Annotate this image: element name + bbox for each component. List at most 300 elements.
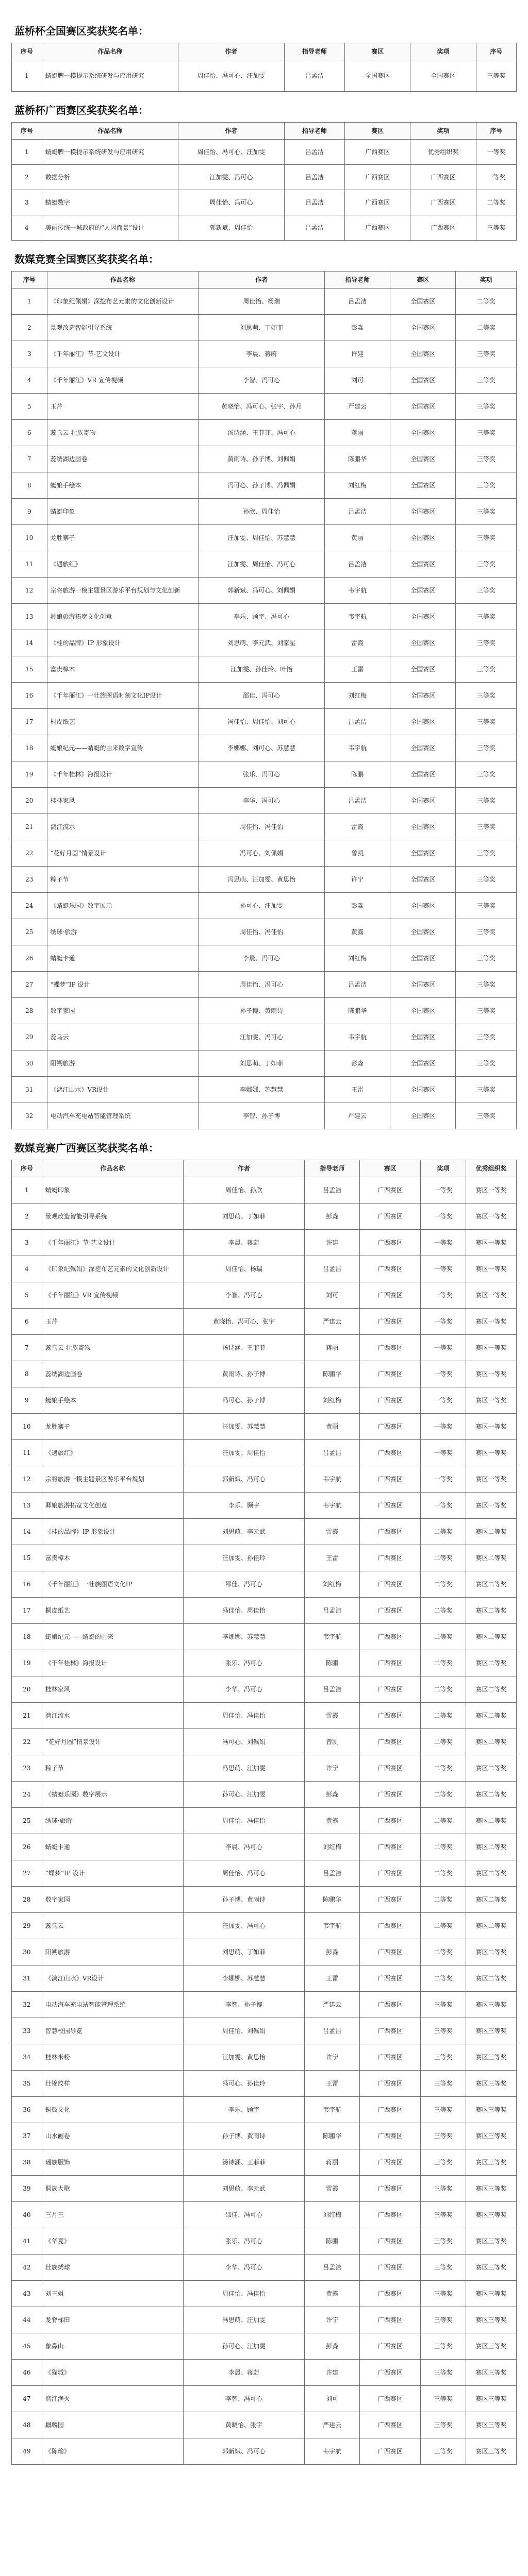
table-cell: 广西赛区 (360, 1414, 420, 1440)
table-cell: 全国赛区 (390, 867, 456, 893)
table-cell: 冯思萌、汪加雯、黄思怡 (199, 867, 325, 893)
table-cell: 汪加雯、孙佳玲 (183, 1545, 304, 1571)
table-cell: 《华夏》 (42, 2228, 183, 2255)
table-cell: 48 (12, 2412, 42, 2438)
table-cell: 24 (12, 893, 47, 919)
table-row (12, 788, 517, 814)
table-cell: 李乐、顾宇、冯可心 (199, 604, 325, 630)
table-cell: 《千年丽江》一壮族图语时刻文化IP设计 (47, 683, 199, 709)
table-cell: 彭淼 (324, 1050, 390, 1077)
table-cell: 漓江渔火 (42, 2386, 183, 2412)
table-cell: 4 (12, 367, 47, 394)
table-cell: 王雷 (304, 2071, 360, 2097)
table-cell: 12 (12, 578, 47, 604)
table-cell: 赛区三等奖 (466, 2071, 517, 2097)
table-cell: 16 (12, 1571, 42, 1598)
table-cell: 刘思萌、李元武、刘家星 (199, 630, 325, 656)
table-cell: 吕孟洁 (304, 1860, 360, 1887)
table-row (12, 2307, 517, 2333)
table-row (12, 893, 517, 919)
table-cell: 宗将旅游一模主题景区游乐平台规划与文化创新 (47, 578, 199, 604)
table-cell: 赛区三等奖 (466, 2176, 517, 2202)
column-header: 作者 (199, 272, 325, 289)
table-cell: 曾凯 (304, 1729, 360, 1755)
table-cell: 一等奖 (420, 1230, 466, 1256)
table-cell: 周佳怡、杨瑞 (199, 289, 325, 315)
table-cell: 一等奖 (420, 1361, 466, 1387)
table-cell: 赛区三等奖 (466, 2202, 517, 2228)
table-cell: 李华、冯可心 (199, 788, 325, 814)
table-cell: 三等奖 (456, 446, 517, 472)
table-cell: 15 (12, 656, 47, 683)
table-cell: 王雷 (324, 1077, 390, 1103)
table-cell: 蕊乌云-壮族寄物 (42, 1335, 183, 1361)
table-row (12, 683, 517, 709)
table-cell: 广西赛区 (360, 2412, 420, 2438)
table-row (12, 1939, 517, 1965)
table-cell: 吕孟洁 (284, 60, 344, 92)
table-cell: 广西赛区 (345, 190, 410, 215)
table-cell: 桂林家风 (47, 788, 199, 814)
table-cell: 一等奖 (420, 1387, 466, 1414)
table-cell: 彭淼 (324, 893, 390, 919)
table-cell: 49 (12, 2438, 42, 2465)
table-cell: 刘思萌、丁如菲 (199, 1050, 325, 1077)
table-cell: 二等奖 (420, 1545, 466, 1571)
table-cell: 二等奖 (420, 1913, 466, 1939)
table-cell: 汪加雯、冯可心 (183, 1913, 304, 1939)
table-digital-media-national (11, 271, 517, 1129)
table-cell: 45 (12, 2333, 42, 2360)
table-cell: 33 (12, 2018, 42, 2044)
table-cell: 全国赛区 (390, 525, 456, 551)
table-cell: 赛区三等奖 (466, 2123, 517, 2149)
table-cell: 广西赛区 (360, 1650, 420, 1676)
table-cell: 冯佳怡、周佳怡、刘可心 (199, 709, 325, 735)
table-cell: 刘可 (304, 2386, 360, 2412)
table-cell: 广西赛区 (360, 1335, 420, 1361)
table-cell: 赛区一等奖 (466, 1414, 517, 1440)
table-cell: 三等奖 (456, 1024, 517, 1050)
table-cell: 5 (12, 394, 47, 420)
table-cell: 汪加雯、冯可心 (178, 165, 285, 190)
table-cell: 广西赛区 (410, 190, 476, 215)
table-cell: 蕊乌云 (47, 1024, 199, 1050)
table-cell: 25 (12, 1808, 42, 1834)
table-cell: 一等奖 (476, 165, 516, 190)
table-cell: 数字家园 (47, 998, 199, 1024)
table-cell: 阳朔旅游 (42, 1939, 183, 1965)
table-cell: 黄露 (324, 919, 390, 945)
column-header: 奖项 (456, 272, 517, 289)
table-cell: 广西赛区 (360, 1755, 420, 1782)
table-cell: 一等奖 (420, 1466, 466, 1493)
table-cell: 漓江流水 (42, 1703, 183, 1729)
table-cell: 三等奖 (456, 394, 517, 420)
table-lanqiao-national (11, 43, 517, 92)
table-row (12, 367, 517, 394)
table-cell: 三等奖 (420, 2307, 466, 2333)
column-header: 奖项 (420, 1160, 466, 1177)
table-cell: 黄雨诗、孙子博 (183, 1361, 304, 1387)
table-cell: 三等奖 (420, 2149, 466, 2176)
table-cell: 一等奖 (420, 1493, 466, 1519)
table-row (12, 1050, 517, 1077)
table-row (12, 1782, 517, 1808)
table-cell: 广西赛区 (360, 1913, 420, 1939)
table-row (12, 1571, 517, 1598)
table-cell: 三等奖 (456, 1103, 517, 1129)
table-cell: 全国赛区 (390, 1103, 456, 1129)
table-cell: 《蜻蜓乐园》数字展示 (42, 1782, 183, 1808)
table-cell: 广西赛区 (345, 140, 410, 165)
table-row (12, 1729, 517, 1755)
table-cell: 广西赛区 (360, 2176, 420, 2202)
table-cell: 陈鹏华 (304, 1887, 360, 1913)
table-cell: 广西赛区 (360, 1598, 420, 1624)
table-row (12, 2071, 517, 2097)
table-cell: 刘红梅 (324, 945, 390, 972)
table-cell: 41 (12, 2228, 42, 2255)
column-header: 序号 (12, 1160, 42, 1177)
table-row (12, 2438, 517, 2465)
table-row (12, 604, 517, 630)
table-row (12, 1650, 517, 1676)
table-cell: 《千年丽江》VR 宣传视频 (47, 367, 199, 394)
table-cell: 三等奖 (456, 893, 517, 919)
table-cell: 38 (12, 2149, 42, 2176)
table-cell: 广西赛区 (360, 2228, 420, 2255)
table-cell: 全国赛区 (390, 683, 456, 709)
table-row (12, 2018, 517, 2044)
table-cell: 桂林米粉 (42, 2044, 183, 2071)
table-cell: 彭淼 (304, 1782, 360, 1808)
table-row (12, 215, 517, 241)
table-cell: 赛区二等奖 (466, 1545, 517, 1571)
table-cell: 蒋丽 (304, 1335, 360, 1361)
table-cell: 李娜娜、苏慧慧 (183, 1965, 304, 1992)
table-cell: 赛区二等奖 (466, 1913, 517, 1939)
table-cell: 全国赛区 (390, 1024, 456, 1050)
table-row (12, 1519, 517, 1545)
table-cell: 二等奖 (420, 1808, 466, 1834)
table-cell: 6 (12, 1309, 42, 1335)
table-cell: 三等奖 (456, 840, 517, 867)
table-cell: 三等奖 (420, 2202, 466, 2228)
table-cell: 赛区二等奖 (466, 1965, 517, 1992)
table-cell: 三等奖 (456, 525, 517, 551)
table-cell: 赛区一等奖 (466, 1466, 517, 1493)
column-header: 指导老师 (304, 1160, 360, 1177)
table-cell: 三等奖 (420, 2097, 466, 2123)
table-cell: 吕孟洁 (304, 1440, 360, 1466)
table-cell: 23 (12, 867, 47, 893)
table-cell: 广西赛区 (360, 2255, 420, 2281)
table-cell: 瑶族服饰 (42, 2149, 183, 2176)
table-cell: 许宁 (304, 2307, 360, 2333)
table-cell: 全国赛区 (390, 893, 456, 919)
table-cell: 全国赛区 (345, 60, 410, 92)
table-cell: 三等奖 (456, 735, 517, 761)
table-cell: 赛区一等奖 (466, 1230, 517, 1256)
table-cell: 广西赛区 (360, 2202, 420, 2228)
table-cell: 李晨、冯可心 (199, 945, 325, 972)
table-cell: 郭新斌、冯可心 (183, 1466, 304, 1493)
table-row (12, 1598, 517, 1624)
table-cell: 三等奖 (456, 972, 517, 998)
table-cell: 三等奖 (456, 604, 517, 630)
table-cell: 冯可心、刘佩娟 (183, 1729, 304, 1755)
table-cell: 9 (12, 1387, 42, 1414)
table-cell: 二等奖 (420, 1676, 466, 1703)
table-cell: 智慧校园导览 (42, 2018, 183, 2044)
table-cell: 三等奖 (420, 2333, 466, 2360)
table-cell: 汪加雯、周佳怡 (183, 1440, 304, 1466)
table-row (12, 2360, 517, 2386)
table-row (12, 578, 517, 604)
table-cell: 陈鹏 (304, 2228, 360, 2255)
table-cell: 二等奖 (420, 1650, 466, 1676)
table-cell: 《桂的品牌》IP 形象设计 (47, 630, 199, 656)
table-cell: 黄晓怡、张宇 (183, 2412, 304, 2438)
table-cell: 44 (12, 2307, 42, 2333)
table-cell: 31 (12, 1077, 47, 1103)
table-cell: 9 (12, 499, 47, 525)
table-cell: 吕孟洁 (324, 788, 390, 814)
table-row (12, 341, 517, 367)
table-row (12, 2202, 517, 2228)
table-cell: 全国赛区 (390, 630, 456, 656)
table-row (12, 420, 517, 446)
table-cell: 电动汽车充电站智能管理系统 (42, 1992, 183, 2018)
table-cell: 《桂的品牌》IP 形象设计 (42, 1519, 183, 1545)
table-cell: 三等奖 (456, 420, 517, 446)
table-cell: 广西赛区 (360, 1834, 420, 1860)
column-header: 作者 (178, 43, 285, 60)
table-cell: 全国赛区 (390, 788, 456, 814)
table-cell: 三等奖 (456, 709, 517, 735)
table-cell: 赛区一等奖 (466, 1493, 517, 1519)
table-cell: 赛区二等奖 (466, 1834, 517, 1860)
table-cell: 二等奖 (420, 1598, 466, 1624)
table-cell: 陈鹏 (304, 1650, 360, 1676)
table-cell: 吕孟洁 (324, 499, 390, 525)
table-cell: 雷霞 (304, 1703, 360, 1729)
table-cell: 韦宇航 (324, 735, 390, 761)
table-cell: 三等奖 (456, 683, 517, 709)
table-row (12, 446, 517, 472)
table-cell: 三等奖 (420, 2360, 466, 2386)
table-cell: 三等奖 (420, 2018, 466, 2044)
table-cell: 韦宇航 (324, 578, 390, 604)
table-cell: 全国赛区 (390, 367, 456, 394)
column-header: 作品名称 (42, 43, 178, 60)
table-cell: 21 (12, 814, 47, 840)
table-cell: 陈鹏华 (324, 998, 390, 1024)
table-cell: 壮锦纹样 (42, 2071, 183, 2097)
table-cell: 20 (12, 788, 47, 814)
table-cell: 周佳怡、冯佳怡 (183, 1703, 304, 1729)
table-cell: 1 (12, 1177, 42, 1204)
table-cell: 三等奖 (456, 472, 517, 499)
table-row (12, 919, 517, 945)
table-cell: 三等奖 (420, 2176, 466, 2202)
table-cell: 富贵樟木 (42, 1545, 183, 1571)
table-cell: 广西赛区 (360, 1545, 420, 1571)
table-row (12, 472, 517, 499)
table-cell: 1 (12, 289, 47, 315)
table-cell: 黄露 (304, 1808, 360, 1834)
table-cell: 7 (12, 1335, 42, 1361)
table-cell: 广西赛区 (360, 1282, 420, 1309)
table-cell: 周佳怡、冯佳怡 (199, 814, 325, 840)
table-cell: 蜻蜓数字 (42, 190, 178, 215)
table-row (12, 1204, 517, 1230)
table-cell: 29 (12, 1913, 42, 1939)
table-cell: 赛区三等奖 (466, 2097, 517, 2123)
table-cell: 冯佳怡、周佳怡 (183, 1598, 304, 1624)
table-cell: 广西赛区 (360, 1256, 420, 1282)
table-cell: “蝶梦”IP 设计 (42, 1860, 183, 1887)
table-cell: 张乐、冯可心 (183, 1650, 304, 1676)
table-cell: 36 (12, 2097, 42, 2123)
table-cell: 全国赛区 (390, 341, 456, 367)
table-cell: 玉芹 (42, 1309, 183, 1335)
table-row (12, 998, 517, 1024)
table-cell: 黄晓怡、冯可心、张宇、孙月 (199, 394, 325, 420)
table-cell: 赛区一等奖 (466, 1309, 517, 1335)
table-header-row (12, 123, 517, 140)
table-row (12, 735, 517, 761)
table-row (12, 1624, 517, 1650)
table-row (12, 1860, 517, 1887)
table-cell: 广西赛区 (360, 2018, 420, 2044)
table-cell: 李智、冯可心 (199, 367, 325, 394)
column-header: 序号 (12, 43, 42, 60)
table-cell: 卿娘旅游拓宽文化创意 (42, 1493, 183, 1519)
table-cell: 绣球·旅游 (42, 1808, 183, 1834)
table-cell: 宗将旅游一模主题景区游乐平台规划 (42, 1466, 183, 1493)
table-cell: 孙子博、黄雨诗 (183, 1887, 304, 1913)
table-cell: 三等奖 (456, 656, 517, 683)
table-cell: 广西赛区 (360, 2097, 420, 2123)
column-header: 作品名称 (42, 1160, 183, 1177)
table-cell: 刘思萌、李元武 (183, 1519, 304, 1545)
table-cell: 曾凯 (324, 840, 390, 867)
table-cell: 三等奖 (456, 341, 517, 367)
table-cell: 吕孟洁 (284, 215, 344, 241)
table-cell: 6 (12, 420, 47, 446)
table-cell: 三等奖 (456, 919, 517, 945)
table-row (12, 2044, 517, 2071)
table-cell: 21 (12, 1703, 42, 1729)
table-cell: 粽子节 (42, 1755, 183, 1782)
table-cell: 二等奖 (420, 1519, 466, 1545)
table-row (12, 165, 517, 190)
table-row (12, 1077, 517, 1103)
table-cell: 一等奖 (420, 1177, 466, 1204)
table-cell: 广西赛区 (360, 1387, 420, 1414)
table-cell: 全国赛区 (390, 945, 456, 972)
table-cell: 刘红梅 (304, 1834, 360, 1860)
table-cell: 三等奖 (420, 2438, 466, 2465)
table-row (12, 1992, 517, 2018)
table-header-row (12, 272, 517, 289)
table-row (12, 2412, 517, 2438)
table-cell: 韦宇航 (304, 1466, 360, 1493)
table-cell: 许宁 (324, 867, 390, 893)
table-cell: 李智、孙子博 (183, 1992, 304, 2018)
table-row (12, 1282, 517, 1309)
column-header: 赛区 (360, 1160, 420, 1177)
table-cell: 广西赛区 (410, 165, 476, 190)
table-row (12, 499, 517, 525)
column-header: 指导老师 (284, 43, 344, 60)
table-cell: 韦宇航 (304, 1493, 360, 1519)
table-cell: 邵佳、冯可心 (199, 683, 325, 709)
table-cell: 40 (12, 2202, 42, 2228)
table-cell: 全国赛区 (390, 1050, 456, 1077)
table-cell: 全国赛区 (390, 814, 456, 840)
table-cell: 富贵樟木 (47, 656, 199, 683)
table-row (12, 190, 517, 215)
table-cell: 李晨、蒋蔚 (183, 1230, 304, 1256)
table-cell: 周佳怡、冯可心、汪加雯 (178, 140, 285, 165)
table-cell: 赛区二等奖 (466, 1860, 517, 1887)
table-cell: 10 (12, 1414, 42, 1440)
table-cell: 玉芹 (47, 394, 199, 420)
table-cell: 三等奖 (420, 2386, 466, 2412)
table-cell: 全国赛区 (390, 709, 456, 735)
table-cell: 20 (12, 1676, 42, 1703)
table-cell: 李晨、蒋蔚 (199, 341, 325, 367)
table-cell: 吕孟洁 (324, 551, 390, 578)
table-row (12, 1440, 517, 1466)
column-header: 指导老师 (324, 272, 390, 289)
table-row (12, 761, 517, 788)
table-row (12, 1230, 517, 1256)
table-cell: 周佳怡、冯佳怡 (183, 1808, 304, 1834)
table-row (12, 2255, 517, 2281)
table-cell: 二等奖 (476, 190, 516, 215)
table-cell: 冯可心、刘佩娟 (199, 840, 325, 867)
table-cell: 赛区一等奖 (466, 1440, 517, 1466)
table-cell: 蜓娘纪元——蜻蜓的由来数字宣传 (47, 735, 199, 761)
table-row (12, 1834, 517, 1860)
table-cell: 三等奖 (420, 2123, 466, 2149)
table-cell: 吕孟洁 (284, 165, 344, 190)
table-cell: 汪加雯、周佳怡、冯可心 (199, 551, 325, 578)
table-cell: 张乐、冯可心 (183, 2228, 304, 2255)
table-cell: 郭新斌、周佳怡 (178, 215, 285, 241)
table-cell: 赛区二等奖 (466, 1729, 517, 1755)
table-cell: 邵佳、冯可心 (183, 2202, 304, 2228)
table-cell: 27 (12, 1860, 42, 1887)
table-row (12, 1755, 517, 1782)
table-cell: 蜻蜓印象 (42, 1177, 183, 1204)
table-cell: 二等奖 (456, 289, 517, 315)
table-cell: 3 (12, 1230, 42, 1256)
table-cell: 刘红梅 (304, 1387, 360, 1414)
table-cell: 黄雨诗、孙子博、刘佩娟 (199, 446, 325, 472)
table-cell: 广西赛区 (360, 2386, 420, 2412)
table-cell: 雷霞 (304, 2176, 360, 2202)
table-cell: 陈鹏 (324, 761, 390, 788)
table-row (12, 2333, 517, 2360)
table-cell: 蜓娘纪元——蜻蜓的由来 (42, 1624, 183, 1650)
table-cell: 桐皮纸艺 (47, 709, 199, 735)
table-cell: 三等奖 (420, 1992, 466, 2018)
